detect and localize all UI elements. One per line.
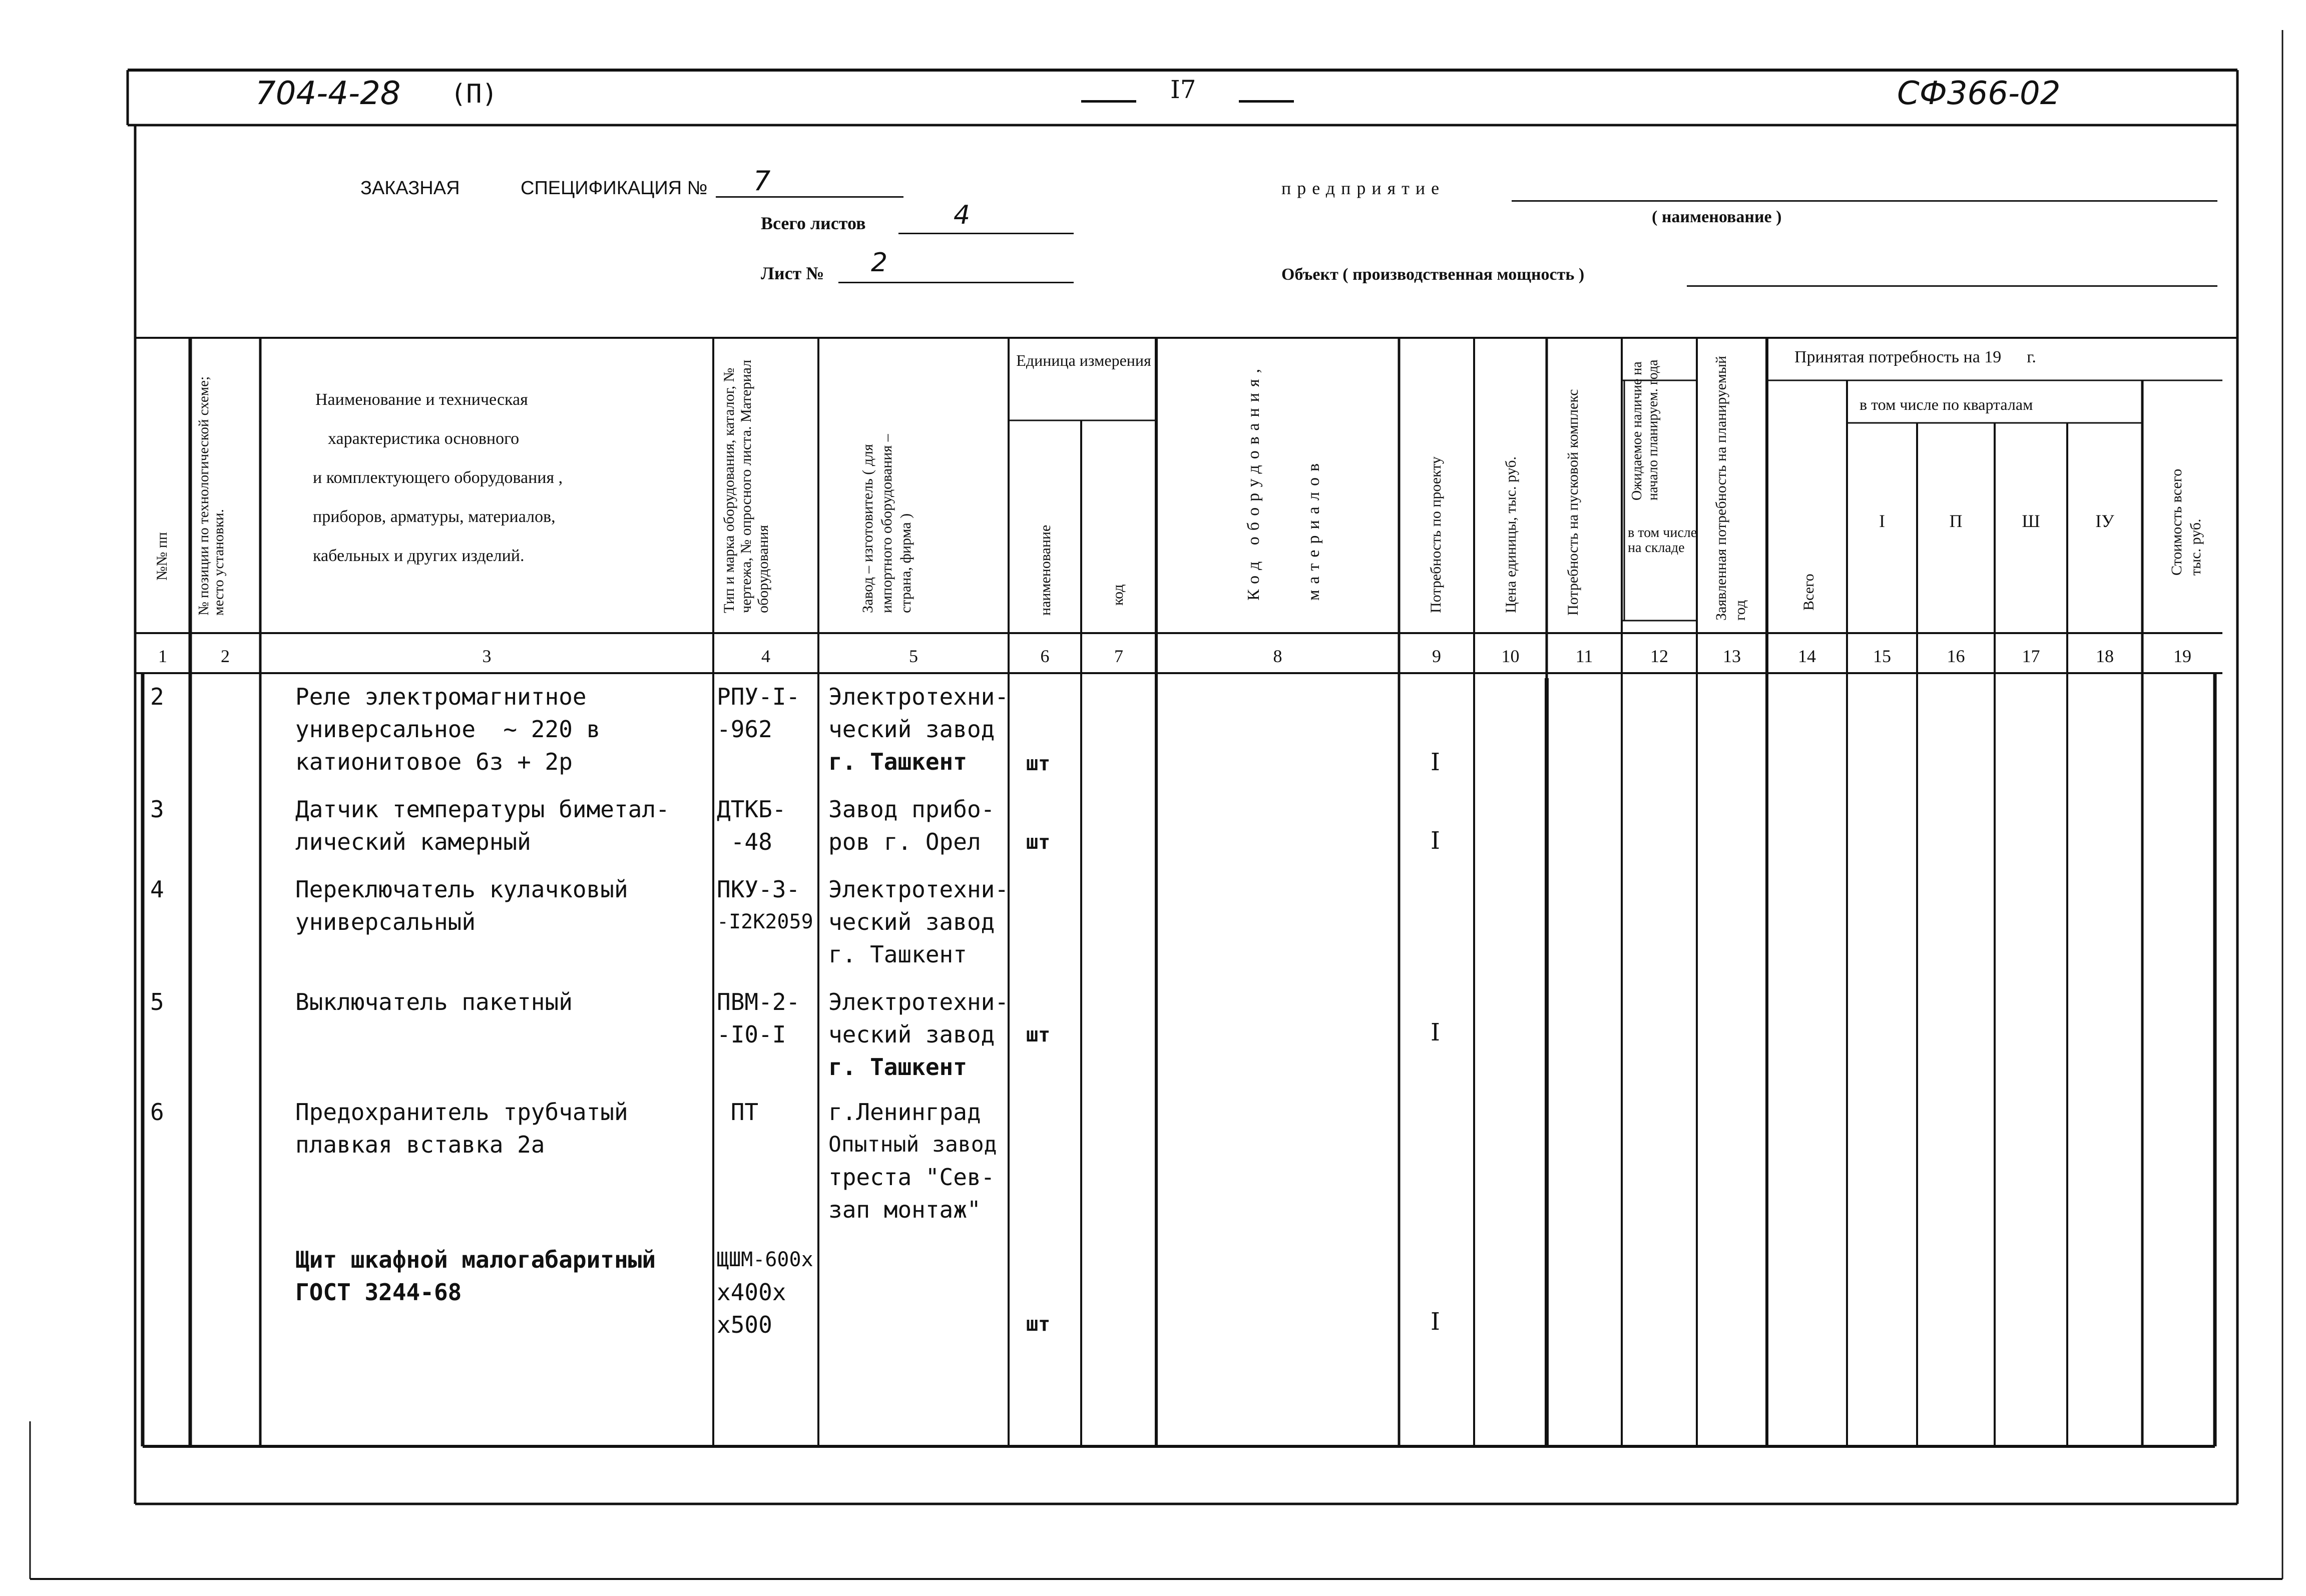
col-num-7: 7: [1114, 646, 1123, 666]
table-row-4-qty: I: [1431, 1018, 1440, 1046]
col-3-header-line-5: кабельных и других изделий.: [313, 547, 525, 565]
name-caption: ( наименование ): [1652, 208, 1782, 226]
table-row-2-name-1: Датчик температуры биметал-: [295, 796, 670, 823]
table-row-3-name-2: универсальный: [295, 908, 476, 935]
col-6-header: наименование: [1037, 524, 1054, 616]
table-row-3-maker-2: ческий завод: [828, 908, 995, 935]
table-row-2-unit: шт: [1026, 831, 1051, 854]
table-row-5-maker-2: Опытный завод: [828, 1132, 997, 1157]
col-num-9: 9: [1432, 646, 1441, 666]
drawing-code: СФ366-02: [1897, 75, 2061, 112]
table-row-1-name-2: универсальное ~ 220 в: [295, 716, 601, 743]
col-num-3: 3: [482, 646, 492, 666]
col-3-header-line-4: приборов, арматуры, материалов,: [313, 507, 556, 526]
table-row-4-maker-2: ческий завод: [828, 1021, 995, 1048]
col-7-header: код: [1110, 584, 1126, 606]
col-2-header: № позиции по технологической схеме; место установки.: [196, 376, 227, 616]
unit-group-header: Единица измерения: [1016, 351, 1151, 369]
table-row-2-type-1: ДТКБ-: [717, 796, 786, 823]
col-1-header: №№ пп: [154, 532, 170, 581]
table-row-3-type-2: -I2К2059: [717, 910, 813, 933]
table-row-5-type-1: ПТ: [717, 1099, 759, 1126]
col-num-19: 19: [2173, 646, 2191, 666]
project-part: (П): [450, 79, 498, 109]
table-row-4-type-2: -I0-I: [717, 1021, 786, 1048]
col-19-header: Стоимость всего тыс. руб.: [2168, 468, 2204, 576]
col-num-16: 16: [1947, 646, 1965, 666]
table-row-2-pos: 3: [150, 796, 164, 823]
col-num-5: 5: [909, 646, 918, 666]
table-row-1-maker-2: ческий завод: [828, 716, 995, 743]
table-row-6-type-1: ЩШМ-600х: [717, 1248, 813, 1271]
table-row-4-pos: 5: [150, 988, 164, 1015]
table-row-1-maker-1: Электротехни-: [828, 683, 1009, 710]
table-row-3-type-1: ПКУ-3-: [717, 876, 800, 903]
table-row-5-maker-1: г.Ленинград: [828, 1099, 981, 1126]
table-row-6-unit: шт: [1026, 1313, 1051, 1336]
table-row-5-name-1: Предохранитель трубчатый: [295, 1099, 628, 1126]
col-10-header: Цена единицы, тыс. руб.: [1503, 456, 1519, 613]
table-row-1-type-2: -962: [717, 716, 772, 743]
col-num-14: 14: [1798, 646, 1816, 666]
project-code: 704-4-28: [255, 75, 401, 112]
table-row-3-maker-1: Электротехни-: [828, 876, 1009, 903]
table-row-2-name-2: лический камерный: [295, 828, 531, 855]
table-row-3-pos: 4: [150, 876, 164, 903]
col-num-17: 17: [2022, 646, 2040, 666]
col-12-subheader: в том числе на складе: [1628, 525, 1697, 556]
page-number: I7: [1170, 75, 1196, 104]
table-row-4-name-1: Выключатель пакетный: [295, 988, 573, 1015]
table-row-4-maker-1: Электротехни-: [828, 988, 1009, 1015]
col-num-6: 6: [1040, 646, 1050, 666]
table-row-5-name-2: плавкая вставка 2а: [295, 1131, 545, 1158]
table-row-2-qty: I: [1431, 827, 1440, 855]
total-sheets: 4: [954, 200, 971, 230]
col-3-header-line-2: характеристика основного: [328, 429, 520, 448]
table-row-1-pos: 2: [150, 683, 164, 710]
col-4-header: Тип и марка оборудования, каталог, № чертежа, № опросного листа. Материал оборудования: [721, 359, 771, 613]
spec-label: СПЕЦИФИКАЦИЯ №: [521, 178, 708, 199]
col-11-header: Потребность на пусковой комплекс: [1565, 389, 1581, 616]
col-num-2: 2: [221, 646, 230, 666]
sheet-number-line: [838, 282, 1074, 283]
col-num-11: 11: [1575, 646, 1593, 666]
table-row-6-type-2: х400х: [717, 1279, 786, 1306]
table-row-2-maker-2: ров г. Орел: [828, 828, 981, 855]
ordered-label: ЗАКАЗНАЯ: [360, 178, 460, 199]
col-14-header: Всего: [1800, 574, 1817, 611]
total-sheets-label: Всего листов: [761, 213, 866, 233]
table-row-5-pos: 6: [150, 1099, 164, 1126]
col-num-13: 13: [1723, 646, 1741, 666]
sheet-label: Лист №: [761, 263, 824, 283]
table-row-5-maker-4: зап монтаж": [828, 1196, 981, 1223]
table-row-1-type-1: РПУ-I-: [717, 683, 800, 710]
quarter-3-header: Ш: [2022, 511, 2040, 531]
total-sheets-line: [898, 233, 1074, 234]
page-number-dash-left: [1081, 100, 1136, 103]
table-row-3-name-1: Переключатель кулачковый: [295, 876, 628, 903]
table-row-4-unit: шт: [1026, 1023, 1051, 1046]
col-num-8: 8: [1273, 646, 1282, 666]
table-row-1-unit: шт: [1026, 752, 1051, 775]
col-3-header-line-3: и комплектующего оборудования ,: [313, 468, 563, 487]
table-row-6-type-3: х500: [717, 1311, 772, 1338]
table-row-2-maker-1: Завод прибо-: [828, 796, 995, 823]
spec-number-line: [716, 196, 903, 198]
col-13-header: Заявленная потребность на планируемый год: [1713, 355, 1748, 621]
table-row-2-type-2: -48: [717, 828, 772, 855]
spec-number: 7: [753, 165, 771, 197]
table-row-4-type-1: ПВМ-2-: [717, 988, 800, 1015]
table-row-4-maker-3: г. Ташкент: [828, 1053, 967, 1081]
quarter-4-header: IУ: [2095, 511, 2114, 531]
col-8-header: Код оборудования, материалов: [1244, 362, 1323, 601]
col-num-10: 10: [1501, 646, 1520, 666]
table-row-6-name-2: ГОСТ 3244-68: [295, 1279, 462, 1306]
sheet-number: 2: [871, 248, 888, 278]
table-row-6-qty: I: [1431, 1308, 1440, 1336]
col-num-18: 18: [2096, 646, 2114, 666]
enterprise-label: предприятие: [1281, 178, 1446, 198]
col-3-header-line-1: Наименование и техническая: [315, 390, 528, 409]
table-row-3-maker-3: г. Ташкент: [828, 941, 967, 968]
object-label: Объект ( производственная мощность ): [1281, 265, 1585, 284]
table-row-6-name-1: Щит шкафной малогабаритный: [295, 1246, 656, 1273]
enterprise-line: [1512, 200, 2217, 202]
col-3-header: [280, 380, 701, 576]
col-num-15: 15: [1873, 646, 1891, 666]
page-number-dash-right: [1239, 100, 1294, 103]
quarters-group-header: в том числе по кварталам: [1860, 395, 2033, 413]
accepted-group-header: Принятая потребность на 19 г.: [1794, 348, 2036, 366]
col-num-4: 4: [761, 646, 770, 666]
object-line: [1687, 285, 2217, 287]
table-row-5-maker-3: треста "Сев-: [828, 1164, 995, 1191]
col-num-1: 1: [158, 646, 167, 666]
table-row-1-maker-3: г. Ташкент: [828, 748, 967, 775]
quarter-1-header: I: [1879, 511, 1885, 531]
quarter-2-header: П: [1949, 511, 1963, 531]
col-12-header: Ожидаемое наличие на начало планируем. года: [1629, 359, 1661, 500]
col-9-header: Потребность по проекту: [1428, 456, 1444, 613]
col-num-12: 12: [1650, 646, 1668, 666]
table-row-1-name-3: катионитовое 6з + 2р: [295, 748, 573, 775]
table-row-1-qty: I: [1431, 748, 1440, 776]
col-5-header: Завод – изготовитель ( для импортного оборудования – страна, фирма ): [859, 434, 914, 613]
table-row-1-name-1: Реле электромагнитное: [295, 683, 587, 710]
